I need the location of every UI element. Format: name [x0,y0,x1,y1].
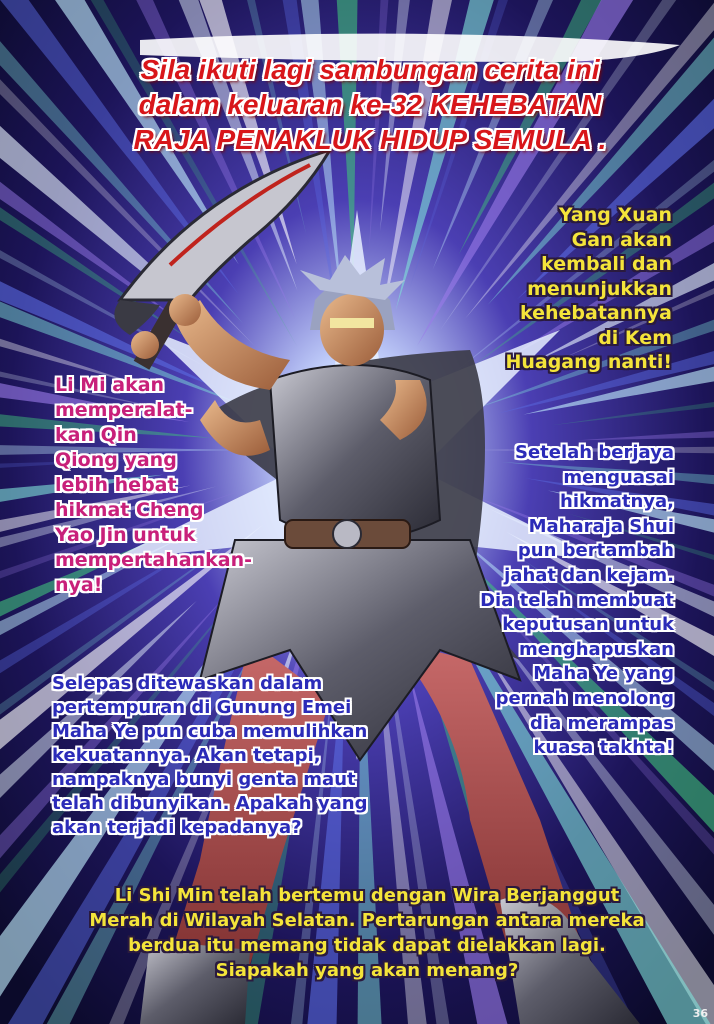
caption-yang-xuan-gan [432,203,672,375]
caption-li-shi-min [40,883,694,983]
caption-line: Yao Jin untuk [55,524,196,546]
caption-line: mempertahankan- [55,549,252,571]
sequel-announcement-banner [60,52,680,157]
caption-line: Gan akan [571,228,672,251]
caption-line: Maha Ye yang [533,663,674,685]
caption-line: kehebatannya [519,302,672,324]
caption-line: akan terjadi kepadanya? [52,817,302,838]
caption-line: telah dibunyikan. Apakah yang [52,793,368,814]
caption-maharaja-shui [424,441,674,761]
caption-line: Huagang nanti! [505,351,672,373]
caption-line: menunjukkan [527,277,672,300]
caption-maha-ye [52,672,412,840]
caption-line: pertempuran di Gunung Emei [52,697,352,718]
caption-line: kuasa takhta! [533,737,674,759]
caption-line: kan Qin [55,424,137,446]
banner-line: RAJA PENAKLUK HIDUP SEMULA . [133,124,607,155]
caption-line: keputusan untuk [502,614,674,636]
caption-line: hikmat Cheng [55,499,204,521]
page-number: 36 [692,1007,708,1020]
caption-line: jahat dan kejam. [504,564,674,586]
caption-line: lebih hebat [55,474,177,496]
banner-line: Sila ikuti lagi sambungan cerita ini [140,54,600,85]
caption-line: menguasai [563,466,674,488]
caption-line: Merah di Wilayah Selatan. Pertarungan antara mereka [89,910,645,931]
caption-line: kekuatannya. Akan tetapi, [52,745,321,766]
caption-line: hikmatnya, [560,491,674,513]
caption-line: pernah menolong [495,687,674,709]
caption-line: Li Shi Min telah bertemu dengan Wira Berjanggut [114,885,620,906]
caption-line: Dia telah membuat [480,589,674,611]
caption-line: nampaknya bunyi genta maut [52,769,356,790]
caption-line: Yang Xuan [558,204,672,226]
caption-line: dia merampas [530,712,674,734]
caption-line: Setelah berjaya [515,442,674,463]
banner-line: dalam keluaran ke-32 KEHEBATAN [138,89,602,120]
caption-line: Qiong yang [55,449,177,471]
caption-line: pun bertambah [517,540,674,562]
caption-li-mi [55,373,285,598]
caption-line: memperalat- [55,399,193,421]
caption-line: Li Mi akan [55,374,165,396]
caption-line: Selepas ditewaskan dalam [52,673,323,694]
caption-line: kembali dan [541,253,672,275]
caption-line: Siapakah yang akan menang? [215,960,519,981]
caption-line: menghapuskan [519,638,674,660]
caption-line: nya! [55,574,103,596]
caption-line: Maha Ye pun cuba memulihkan [52,721,368,742]
caption-line: di Kem [598,326,672,349]
caption-line: Maharaja Shui [528,515,674,537]
caption-line: berdua itu memang tidak dapat dielakkan lagi. [128,935,606,956]
